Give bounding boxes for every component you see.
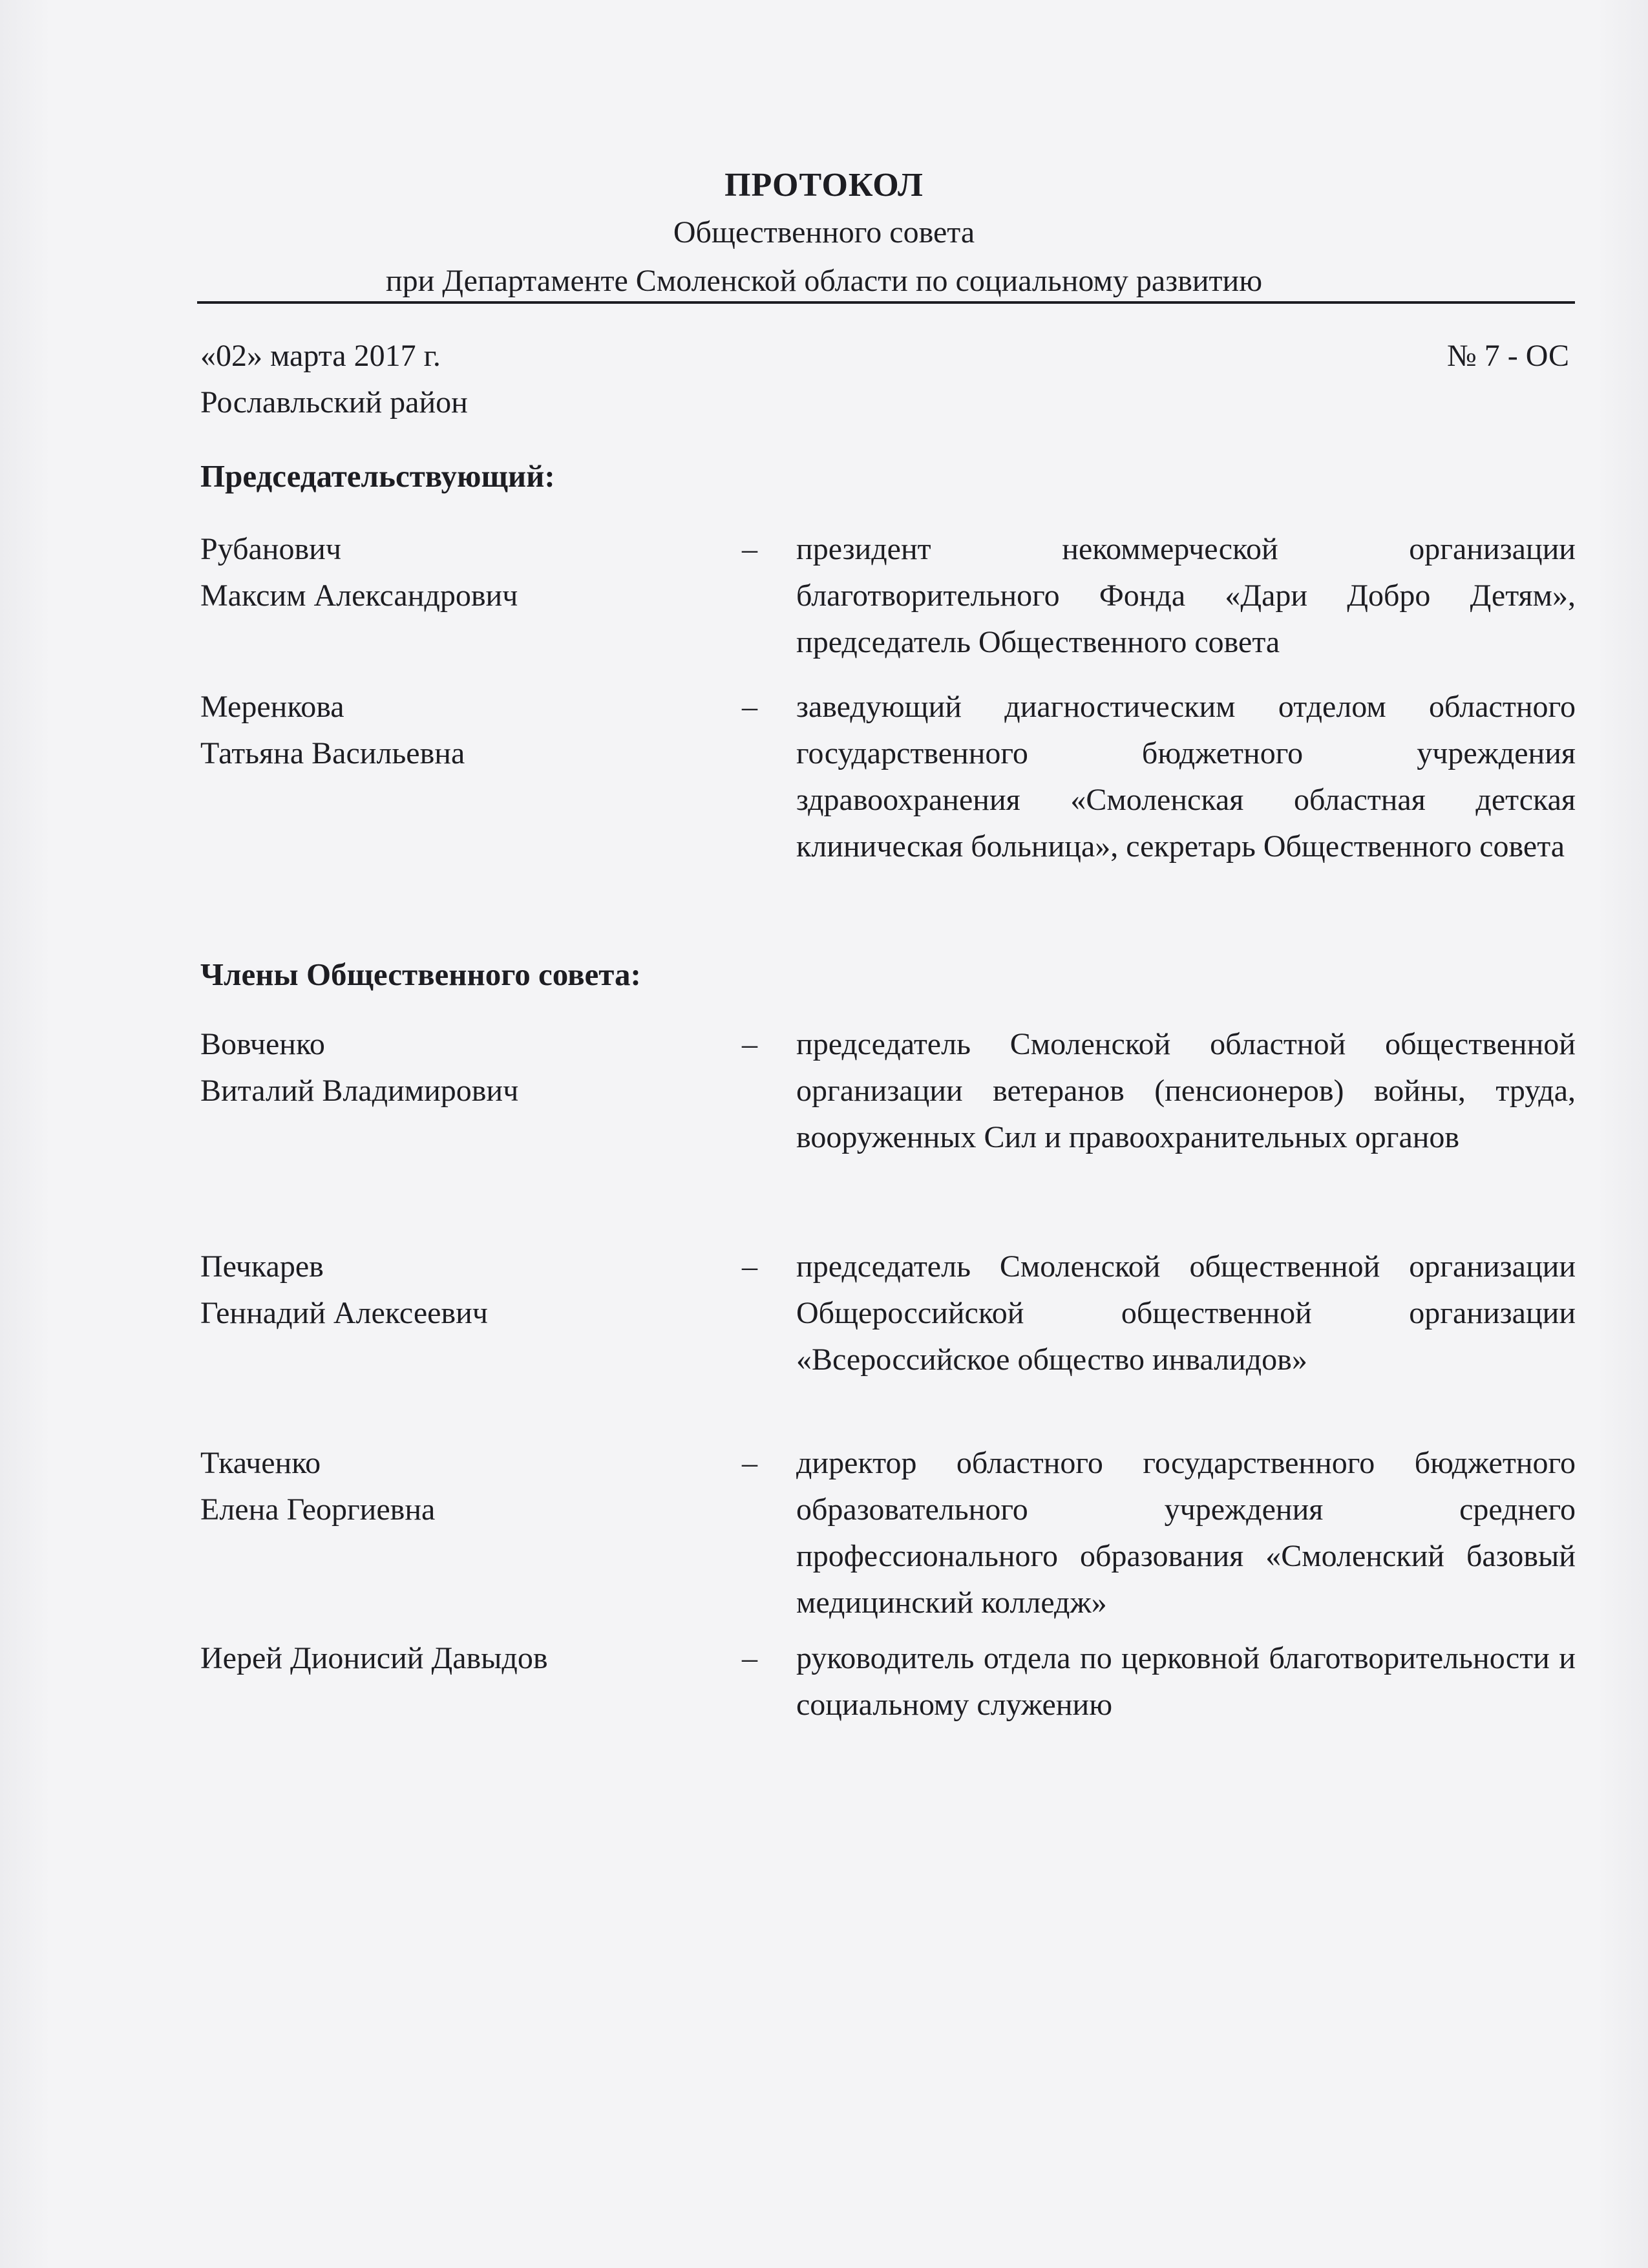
separator-dash: – [742, 1641, 757, 1675]
person-surname: Иерей Дионисий Давыдов [200, 1641, 548, 1675]
header-divider [197, 301, 1575, 304]
person-description: президент некоммерческой организации благотворительного Фонда «Дари Добро Детям», председатель Общественного совета [796, 532, 1576, 659]
person-given-name: Геннадий Алексеевич [200, 1296, 488, 1330]
person-name [200, 526, 717, 619]
person-given-name: Елена Георгиевна [200, 1492, 436, 1527]
person-description: председатель Смоленской общественной организации Общероссийской общественной организации «Всероссийское общество инвалидов» [796, 1249, 1576, 1377]
person-surname: Печкарев [200, 1249, 324, 1284]
document-title: ПРОТОКОЛ [724, 167, 924, 204]
person-description: руководитель отдела по церковной благотворительности и социальному служению [796, 1641, 1576, 1722]
person-given-name: Максим Александрович [200, 578, 518, 613]
document-subtitle-line1: Общественного совета [673, 215, 975, 249]
presiding-heading: Председательствующий: [200, 458, 555, 494]
separator-dash: – [742, 1027, 757, 1061]
person-name [200, 1440, 717, 1533]
separator-dash: – [742, 1446, 757, 1480]
person-given-name: Татьяна Васильевна [200, 736, 465, 770]
meeting-date: «02» марта 2017 г. [200, 339, 441, 373]
meeting-place: Рославльский район [200, 385, 468, 419]
members-heading: Члены Общественного совета: [200, 957, 641, 992]
person-surname: Вовченко [200, 1027, 325, 1061]
person-name [200, 1635, 717, 1682]
person-surname: Меренкова [200, 690, 344, 724]
person-name [200, 1244, 717, 1337]
person-surname: Ткаченко [200, 1446, 321, 1480]
separator-dash: – [742, 532, 757, 566]
person-description: директор областного государственного бюджетного образовательного учреждения среднего профессионального образования «Смоленский базовый медицинский колледж» [796, 1446, 1576, 1620]
person-name [200, 684, 717, 777]
person-name [200, 1021, 717, 1114]
person-description: заведующий диагностическим отделом областного государственного бюджетного учреждения здравоохранения «Смоленская областная детская клиническая больница», секретарь Общественного совета [796, 690, 1576, 864]
document-subtitle-line2: при Департаменте Смоленской области по социальному развитию [385, 264, 1263, 298]
separator-dash: – [742, 1249, 757, 1284]
protocol-number: № 7 - ОС [1446, 339, 1569, 373]
person-surname: Рубанович [200, 532, 341, 566]
meta-left-block [200, 333, 468, 426]
person-description: председатель Смоленской областной общественной организации ветеранов (пенсионеров) войны, труда, вооруженных Сил и правоохранительных органов [796, 1027, 1576, 1154]
person-given-name: Виталий Владимирович [200, 1074, 519, 1108]
separator-dash: – [742, 690, 757, 724]
